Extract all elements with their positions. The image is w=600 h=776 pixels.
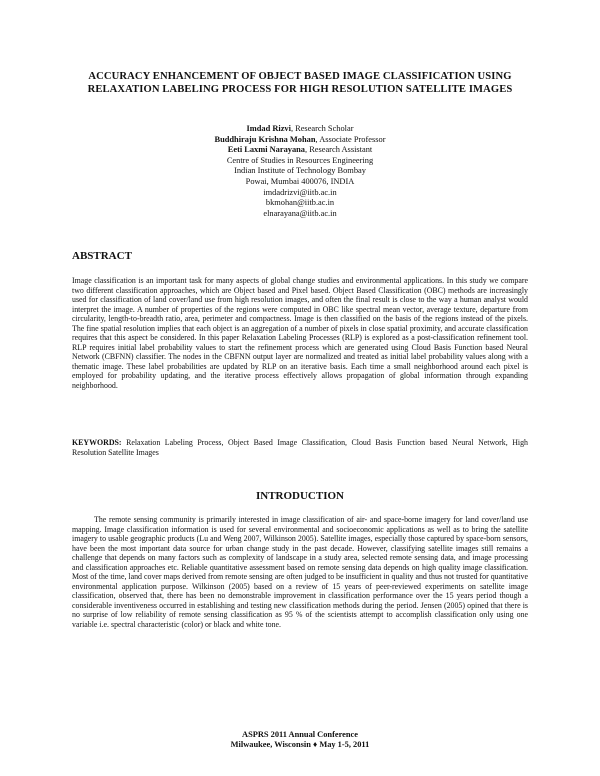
email-line: bkmohan@iitb.ac.in — [265, 198, 335, 208]
affiliation-line: Indian Institute of Technology Bombay — [234, 166, 366, 176]
author-role: , Research Assistant — [305, 145, 373, 155]
keywords-label: KEYWORDS: — [72, 438, 122, 447]
introduction-text: The remote sensing community is primarily interested in image classification of air- and space-borne imagery for land cover/land use mapping. Image classification information is used for several environmental and socioeconomic applications as well as to bring the satellite imagery to usable geographic products (Lu and Weng 2007, Wilkinson 2005). Satellite images, especially those captured by space-born sensors, have been the most important data source for urban change study in the past decade. However, classifying satellite images still remains a challenge that depends on many factors such as complexity of landscape in a study area, selected remote sensing data, and image processing and classification approaches etc. Reliable quantitative assessment based on remote sensing data depends on high quality image classification. Most of the time, land cover maps derived from remote sensing are often judged to be insufficient in quality and thus not trusted for quantitative environmental application purpose. Wilkinson (2005) based on a review of 15 years of peer-reviewed experiments on satellite image classification, observed that, there has been no demonstrable improvement in classification performance over the 15 years period though a considerable inventiveness occurred in establishing and testing new classification methods during the period. Jensen (2005) opined that there is no surprise of low reliability of remote sensing classification as 95 % of the scientists attempt to accomplish classification only using one variable i.e. spectral characteristic (color) or black and white tone. — [72, 515, 528, 630]
keywords-paragraph — [72, 438, 528, 457]
footer-line: Milwaukee, Wisconsin ♦ May 1-5, 2011 — [230, 740, 370, 750]
introduction-heading: INTRODUCTION — [255, 490, 344, 502]
affiliation-line: Centre of Studies in Resources Engineering — [226, 155, 374, 165]
author-line — [140, 135, 460, 146]
paper-title: ACCURACY ENHANCEMENT OF OBJECT BASED IMAGE CLASSIFICATION USING RELAXATION LABELING PROCESS FOR HIGH RESOLUTION SATELLITE IMAGES — [87, 71, 513, 96]
abstract-heading: ABSTRACT — [72, 250, 132, 262]
footer-line: ASPRS 2011 Annual Conference — [242, 730, 358, 739]
abstract-text: Image classification is an important task for many aspects of global change studies and environmental applications. In this study we compare two different classification approaches, which are Object based and Pixel based. Object Based Classification (OBC) methods are increasingly used for classification of land cover/land use from high resolution images, and often the final result is close to the way a human analyst would interpret the image. A number of properties of the regions were computed in OBC like spectral mean vector, average texture, departure from circularity, length-to-breadth ratio, area, perimeter and compactness. Image is then classified on the basis of the regions instead of the pixels. The fine spatial resolution implies that each object is an aggregation of a number of pixels in close spatial proximity, and accurate classification requires that this aspect be considered. In this paper Relaxation Labeling Processes (RLP) is explored as a post-classification refinement tool. RLP requires initial label probability values to start the refinement process which are generated using Cloud Basis Function based Neural Network (CBFNN) classifier. The nodes in the CBFNN output layer are normalized and treated as initial label probability values along with a thematic image. These label probabilities are updated by RLP on an iterative basis. Each time a small neighborhood around each pixel is employed for probability updating, and the iterative process effectively allows propagation of global information through expanding neighborhood. — [72, 276, 528, 391]
email-line: imdadrizvi@iitb.ac.in — [263, 187, 337, 197]
author-line — [140, 145, 460, 156]
keywords-text: Relaxation Labeling Process, Object Based Image Classification, Cloud Basis Function based Neural Network, High Resolution Satellite Images — [72, 438, 528, 457]
author-line — [140, 124, 460, 135]
affiliation-line: Powai, Mumbai 400076, INDIA — [245, 176, 355, 186]
author-name: Buddhiraju Krishna Mohan — [214, 134, 316, 144]
email-line: elnarayana@iitb.ac.in — [263, 208, 337, 218]
conference-footer — [160, 730, 440, 751]
author-block — [140, 124, 460, 219]
author-role: , Associate Professor — [315, 134, 386, 144]
author-name: Eeti Laxmi Narayana — [227, 145, 305, 155]
author-role: , Research Scholar — [290, 124, 354, 133]
author-name: Imdad Rizvi — [246, 124, 291, 133]
